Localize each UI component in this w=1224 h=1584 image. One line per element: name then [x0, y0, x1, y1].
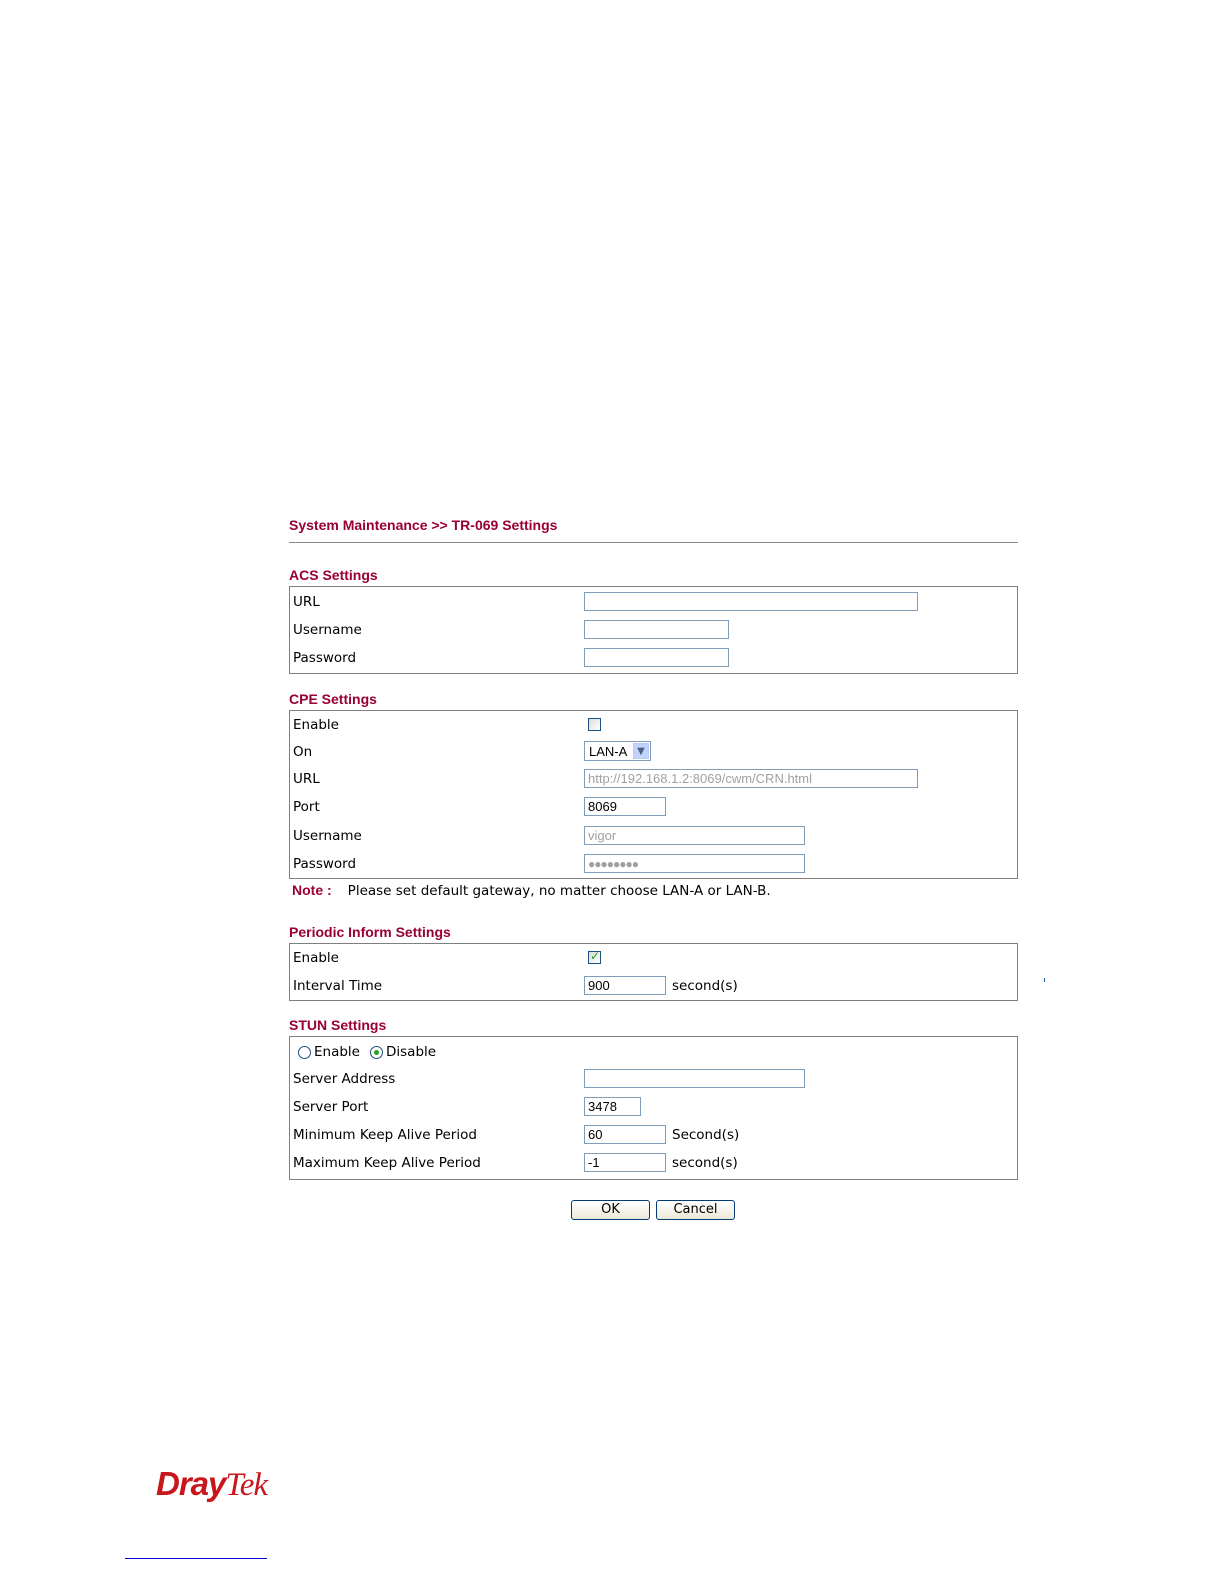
stun-enable-radio-label: Enable	[314, 1044, 360, 1060]
cpe-port-label: Port	[293, 799, 320, 815]
stun-min-keepalive-label: Minimum Keep Alive Period	[293, 1127, 477, 1143]
cpe-enable-label: Enable	[293, 717, 339, 733]
acs-settings-panel	[289, 586, 1018, 674]
interval-input[interactable]: 900	[584, 976, 666, 995]
stun-max-keepalive-input[interactable]: -1	[584, 1153, 666, 1172]
periodic-section-title: Periodic Inform Settings	[289, 924, 451, 940]
cpe-username-row	[290, 822, 1017, 850]
cpe-username-input[interactable]: vigor	[584, 826, 805, 845]
stun-max-keepalive-unit: second(s)	[672, 1155, 738, 1171]
acs-url-row	[290, 588, 1017, 616]
stun-server-address-row	[290, 1065, 1017, 1093]
cpe-url-input[interactable]: http://192.168.1.2:8069/cwm/CRN.html	[584, 769, 918, 788]
stun-server-address-input[interactable]	[584, 1069, 805, 1088]
stun-server-port-input[interactable]: 3478	[584, 1097, 641, 1116]
cpe-on-selected-value: LAN-A	[589, 744, 628, 759]
cpe-username-label: Username	[293, 828, 362, 844]
stray-mark	[1044, 978, 1045, 982]
stun-min-keepalive-unit: Second(s)	[672, 1127, 740, 1143]
cpe-port-input[interactable]: 8069	[584, 797, 666, 816]
logo-part2: Tek	[225, 1467, 268, 1503]
acs-url-label: URL	[293, 594, 320, 610]
ok-button[interactable]: OK	[571, 1200, 650, 1220]
stun-max-keepalive-label: Maximum Keep Alive Period	[293, 1155, 481, 1171]
stun-settings-panel	[289, 1036, 1018, 1180]
periodic-enable-checkbox[interactable]	[588, 951, 601, 964]
cpe-on-row	[290, 738, 1017, 766]
note-text: Please set default gateway, no matter choose LAN-A or LAN-B.	[347, 883, 771, 899]
cpe-on-select[interactable]	[584, 741, 651, 761]
draytek-logo	[156, 1465, 267, 1504]
stun-server-port-label: Server Port	[293, 1099, 369, 1115]
cpe-section-title: CPE Settings	[289, 691, 377, 707]
stun-min-keepalive-row	[290, 1121, 1017, 1149]
gateway-note	[292, 882, 771, 899]
acs-url-input[interactable]	[584, 592, 918, 611]
stun-server-port-row	[290, 1093, 1017, 1121]
radio-selected-dot	[374, 1050, 379, 1055]
acs-password-input[interactable]	[584, 648, 729, 667]
logo-part1: Dray	[156, 1465, 226, 1502]
cpe-password-row	[290, 850, 1017, 878]
cancel-button[interactable]: Cancel	[656, 1200, 735, 1220]
note-label: Note :	[292, 882, 332, 898]
acs-section-title: ACS Settings	[289, 567, 378, 583]
checkmark-icon: ✓	[590, 949, 601, 963]
acs-password-row	[290, 644, 1017, 672]
acs-username-input[interactable]	[584, 620, 729, 639]
cpe-password-input[interactable]: ●●●●●●●●	[584, 854, 805, 873]
stun-enable-radio[interactable]	[298, 1046, 311, 1059]
cpe-url-row	[290, 765, 1017, 793]
cpe-enable-row	[290, 711, 1017, 739]
stun-disable-radio-label: Disable	[386, 1044, 437, 1060]
title-divider	[289, 542, 1018, 543]
cpe-settings-panel	[289, 710, 1018, 879]
interval-unit: second(s)	[672, 978, 738, 994]
cpe-enable-checkbox[interactable]	[588, 718, 601, 731]
cpe-password-label: Password	[293, 856, 357, 872]
stun-mode-row	[290, 1038, 1017, 1066]
stun-server-address-label: Server Address	[293, 1071, 396, 1087]
acs-username-label: Username	[293, 622, 362, 638]
stun-section-title: STUN Settings	[289, 1017, 387, 1033]
cpe-on-label: On	[293, 744, 313, 760]
chevron-down-icon[interactable]: ▼	[633, 743, 649, 759]
interval-row	[290, 972, 1017, 1000]
cpe-url-label: URL	[293, 771, 320, 787]
stun-min-keepalive-input[interactable]: 60	[584, 1125, 666, 1144]
stun-disable-radio[interactable]	[370, 1046, 383, 1059]
acs-password-label: Password	[293, 650, 357, 666]
footer-divider	[125, 1558, 267, 1559]
periodic-enable-row	[290, 944, 1017, 972]
periodic-enable-label: Enable	[293, 950, 339, 966]
interval-label: Interval Time	[293, 978, 383, 994]
cpe-port-row	[290, 793, 1017, 821]
acs-username-row	[290, 616, 1017, 644]
page-title: System Maintenance >> TR-069 Settings	[289, 517, 558, 533]
periodic-settings-panel	[289, 943, 1018, 1001]
stun-max-keepalive-row	[290, 1149, 1017, 1177]
